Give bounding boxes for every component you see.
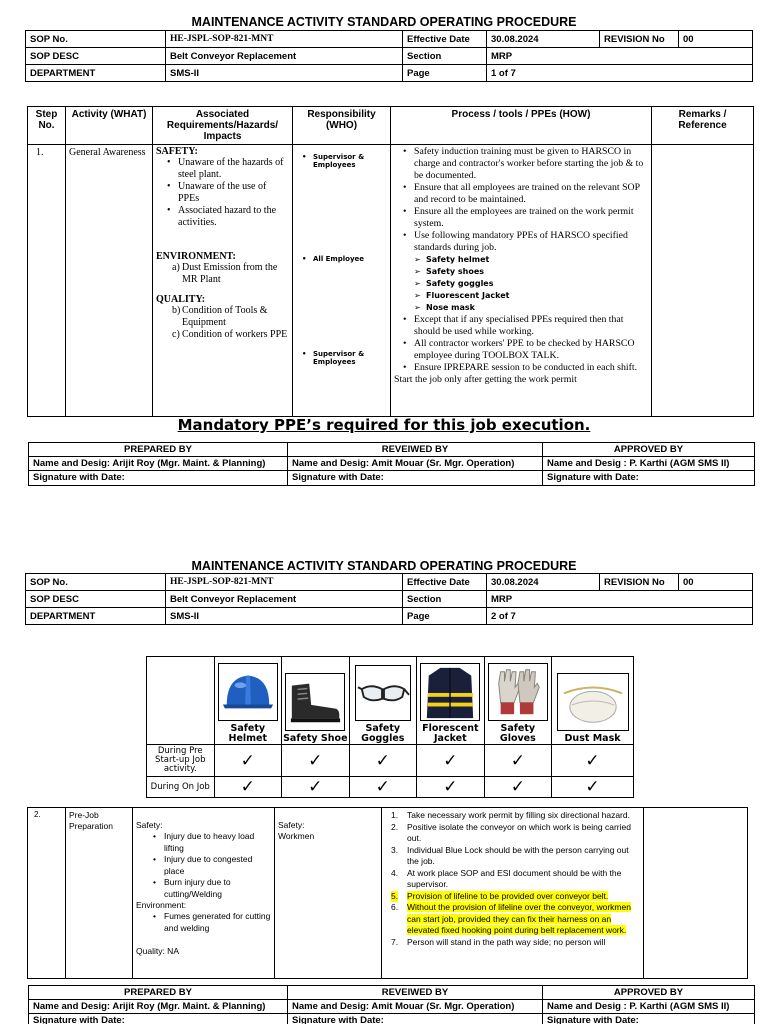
sop-header-table-2 (25, 573, 753, 625)
step-1-responsibility (293, 145, 391, 417)
resp-quality: • Supervisor & Employees (302, 350, 365, 366)
department-label: DEPARTMENT (26, 65, 166, 82)
ppe-jacket: Florescent Jacket (417, 657, 485, 745)
step-1-remarks (652, 145, 754, 417)
environment-item: • Fumes generated for cutting and welding (150, 911, 271, 934)
sop-desc-label: SOP DESC (26, 48, 166, 65)
page-label: Page (403, 608, 487, 625)
department-value: SMS-II (166, 608, 403, 625)
revision-label: REVISION No (600, 574, 679, 591)
sop-title-1: MAINTENANCE ACTIVITY STANDARD OPERATING PROCEDURE (191, 15, 577, 29)
ppe-list-item: ➢ Fluorescent Jacket (394, 290, 648, 302)
ppe-row-on-job: During On Job (147, 777, 215, 798)
step-2-process (382, 808, 644, 979)
step-2-responsibility (275, 808, 382, 979)
step-2-activity: Pre-Job Preparation (66, 808, 133, 979)
tick-icon: ✓ (484, 777, 552, 798)
signature-table-2 (28, 985, 755, 1024)
ppe-list-item: ➢ Nose mask (394, 302, 648, 314)
process-footer: Start the job only after getting the work permit (394, 374, 577, 385)
sop-desc-label: SOP DESC (26, 591, 166, 608)
revision-label: REVISION No (600, 31, 679, 48)
reviewed-signature: Signature with Date: (288, 471, 543, 486)
jacket-icon (420, 663, 480, 721)
process-step: 4. At work place SOP and ESI document should be with the supervisor. (391, 867, 622, 889)
process-item: • Except that if any specialised PPEs required then that should be used while working. (400, 314, 648, 338)
step-2-no: 2. (28, 808, 66, 979)
ppe-matrix (146, 656, 634, 798)
process-step: 2. Positive isolate the conveyor on which work is being carried out. (391, 821, 631, 843)
process-step: 7. Person will stand in the path way side; no person will (391, 936, 606, 947)
approved-by-label: APPROVED BY (543, 443, 755, 457)
reviewed-by-label: REVEIWED BY (288, 986, 543, 1000)
sop-desc-value: Belt Conveyor Replacement (166, 48, 403, 65)
safety-item: • Injury due to congested place (150, 854, 271, 877)
step-2-table (27, 807, 748, 979)
ppe-list-item: ➢ Safety helmet (394, 254, 648, 266)
effective-date-label: Effective Date (403, 574, 487, 591)
safety-heading: Safety: (136, 820, 163, 830)
tick-icon: ✓ (417, 777, 485, 798)
step-2-requirements (133, 808, 275, 979)
prepared-by-label: PREPARED BY (29, 986, 288, 1000)
effective-date-label: Effective Date (403, 31, 487, 48)
revision-value: 00 (679, 574, 753, 591)
environment-heading: Environment: (136, 900, 187, 910)
prepared-name: Name and Desig: Arijit Roy (Mgr. Maint. & Planning) (29, 1000, 288, 1014)
safety-heading: SAFETY: (156, 146, 198, 157)
process-item: • Ensure IPREPARE session to be conducted in each shift. (400, 362, 648, 374)
ppe-goggles: Safety Goggles (349, 657, 417, 745)
environment-item: a) Dust Emission from the MR Plant (172, 262, 278, 285)
quality-line: Quality: NA (136, 946, 179, 956)
tick-icon: ✓ (349, 745, 417, 777)
resp-value: Workmen (278, 831, 315, 841)
page-label: Page (403, 65, 487, 82)
col-process: Process / tools / PPEs (HOW) (391, 107, 652, 145)
approved-by-label: APPROVED BY (543, 986, 755, 1000)
quality-heading: QUALITY: (156, 294, 206, 305)
gloves-icon (488, 663, 548, 721)
col-requirements: Associated Requirements/Hazards/ Impacts (153, 107, 293, 145)
tick-icon: ✓ (282, 777, 350, 798)
section-label: Section (403, 591, 487, 608)
department-value: SMS-II (166, 65, 403, 82)
environment-heading: ENVIRONMENT: (156, 251, 236, 262)
process-item: • All contractor workers' PPE to be checked by HARSCO employee during TOOLBOX TALK. (400, 338, 648, 362)
tick-icon: ✓ (214, 777, 282, 798)
col-responsibility: Responsibility (WHO) (293, 107, 391, 145)
effective-date-value: 30.08.2024 (487, 574, 600, 591)
approved-name: Name and Desig : P. Karthi (AGM SMS II) (543, 457, 755, 471)
mask-icon (557, 673, 629, 731)
prepared-signature: Signature with Date: (29, 1014, 288, 1024)
reviewed-name: Name and Desig: Amit Mouar (Sr. Mgr. Operation) (288, 1000, 543, 1014)
ppe-row-pre-job: During Pre Start-up Job activity. (147, 745, 215, 777)
section-label: Section (403, 48, 487, 65)
sop-no-label: SOP No. (26, 574, 166, 591)
prepared-signature: Signature with Date: (29, 471, 288, 486)
ppe-shoe: Safety Shoe (282, 657, 350, 745)
tick-icon: ✓ (484, 745, 552, 777)
shoe-icon (285, 673, 345, 731)
tick-icon: ✓ (282, 745, 350, 777)
revision-value: 00 (679, 31, 753, 48)
approved-name: Name and Desig : P. Karthi (AGM SMS II) (543, 1000, 755, 1014)
activity-table (27, 106, 754, 417)
reviewed-name: Name and Desig: Amit Mouar (Sr. Mgr. Operation) (288, 457, 543, 471)
ppe-mask: Dust Mask (552, 657, 634, 745)
step-2-remarks (644, 808, 748, 979)
ppe-corner (147, 657, 215, 745)
reviewed-by-label: REVEIWED BY (288, 443, 543, 457)
ppe-helmet: Safety Helmet (214, 657, 282, 745)
sop-no-value: HE-JSPL-SOP-821-MNT (166, 574, 403, 591)
effective-date-value: 30.08.2024 (487, 31, 600, 48)
step-1-process (391, 145, 652, 417)
process-item: • Ensure that all employees are trained on the relevant SOP and record to be maintained. (400, 182, 648, 206)
ppe-gloves: Safety Gloves (484, 657, 552, 745)
approved-signature: Signature with Date: (543, 1014, 755, 1024)
process-item: • Ensure all the employees are trained on the work permit system. (400, 206, 648, 230)
signature-table-1 (28, 442, 755, 486)
resp-safety: • Supervisor & Employees (302, 153, 365, 169)
page-value: 2 of 7 (487, 608, 753, 625)
ppe-list-item: ➢ Safety shoes (394, 266, 648, 278)
section-value: MRP (487, 48, 753, 65)
sop-desc-value: Belt Conveyor Replacement (166, 591, 403, 608)
page-value: 1 of 7 (487, 65, 753, 82)
sop-header-table-1 (25, 30, 753, 82)
safety-item: • Burn injury due to cutting/Welding (150, 877, 271, 900)
sop-title-2: MAINTENANCE ACTIVITY STANDARD OPERATING PROCEDURE (191, 559, 577, 573)
ppe-list-item: ➢ Safety goggles (394, 278, 648, 290)
step-1-activity: General Awareness (66, 145, 153, 417)
process-step-highlighted: 6. Without the provision of lifeline over the conveyor, workmen can start job, provided they can fix their harness on an elevated fixed hooking point during belt replacement work. (391, 902, 631, 935)
prepared-name: Name and Desig: Arijit Roy (Mgr. Maint. & Planning) (29, 457, 288, 471)
safety-item: • Associated hazard to the activities. (164, 205, 289, 229)
step-1-requirements (153, 145, 293, 417)
prepared-by-label: PREPARED BY (29, 443, 288, 457)
resp-environment: • All Employee (302, 255, 365, 263)
process-item: • Safety induction training must be given to HARSCO in charge and contractor's worker before starting the job & to be documented. (400, 146, 648, 182)
approved-signature: Signature with Date: (543, 471, 755, 486)
helmet-icon (218, 663, 278, 721)
tick-icon: ✓ (349, 777, 417, 798)
col-activity: Activity (WHAT) (66, 107, 153, 145)
sop-no-value: HE-JSPL-SOP-821-MNT (166, 31, 403, 48)
tick-icon: ✓ (417, 745, 485, 777)
reviewed-signature: Signature with Date: (288, 1014, 543, 1024)
department-label: DEPARTMENT (26, 608, 166, 625)
tick-icon: ✓ (214, 745, 282, 777)
process-step-highlighted: 5. Provision of lifeline to be provided over conveyor belt. (391, 890, 609, 901)
tick-icon: ✓ (552, 745, 634, 777)
step-1-no: 1. (28, 145, 66, 417)
process-step: 3. Individual Blue Lock should be with the person carrying out the job. (391, 844, 629, 866)
section-value: MRP (487, 591, 753, 608)
resp-heading: Safety: (278, 820, 305, 830)
tick-icon: ✓ (552, 777, 634, 798)
quality-item: b) Condition of Tools & Equipment (172, 305, 268, 328)
process-item: • Use following mandatory PPEs of HARSCO specified standards during job. (400, 230, 648, 254)
mandatory-ppe-heading: Mandatory PPE’s required for this job execution. (177, 416, 591, 434)
sop-no-label: SOP No. (26, 31, 166, 48)
safety-item: • Unaware of the hazards of steel plant. (164, 157, 289, 181)
col-step: Step No. (28, 107, 66, 145)
quality-item: c) Condition of workers PPE (172, 329, 288, 340)
process-step: 1. Take necessary work permit by filling six directional hazard. (391, 810, 630, 820)
goggles-icon (355, 665, 411, 721)
safety-item: • Unaware of the use of PPEs (164, 181, 289, 205)
col-remarks: Remarks / Reference (652, 107, 754, 145)
safety-item: • Injury due to heavy load lifting (150, 831, 271, 854)
